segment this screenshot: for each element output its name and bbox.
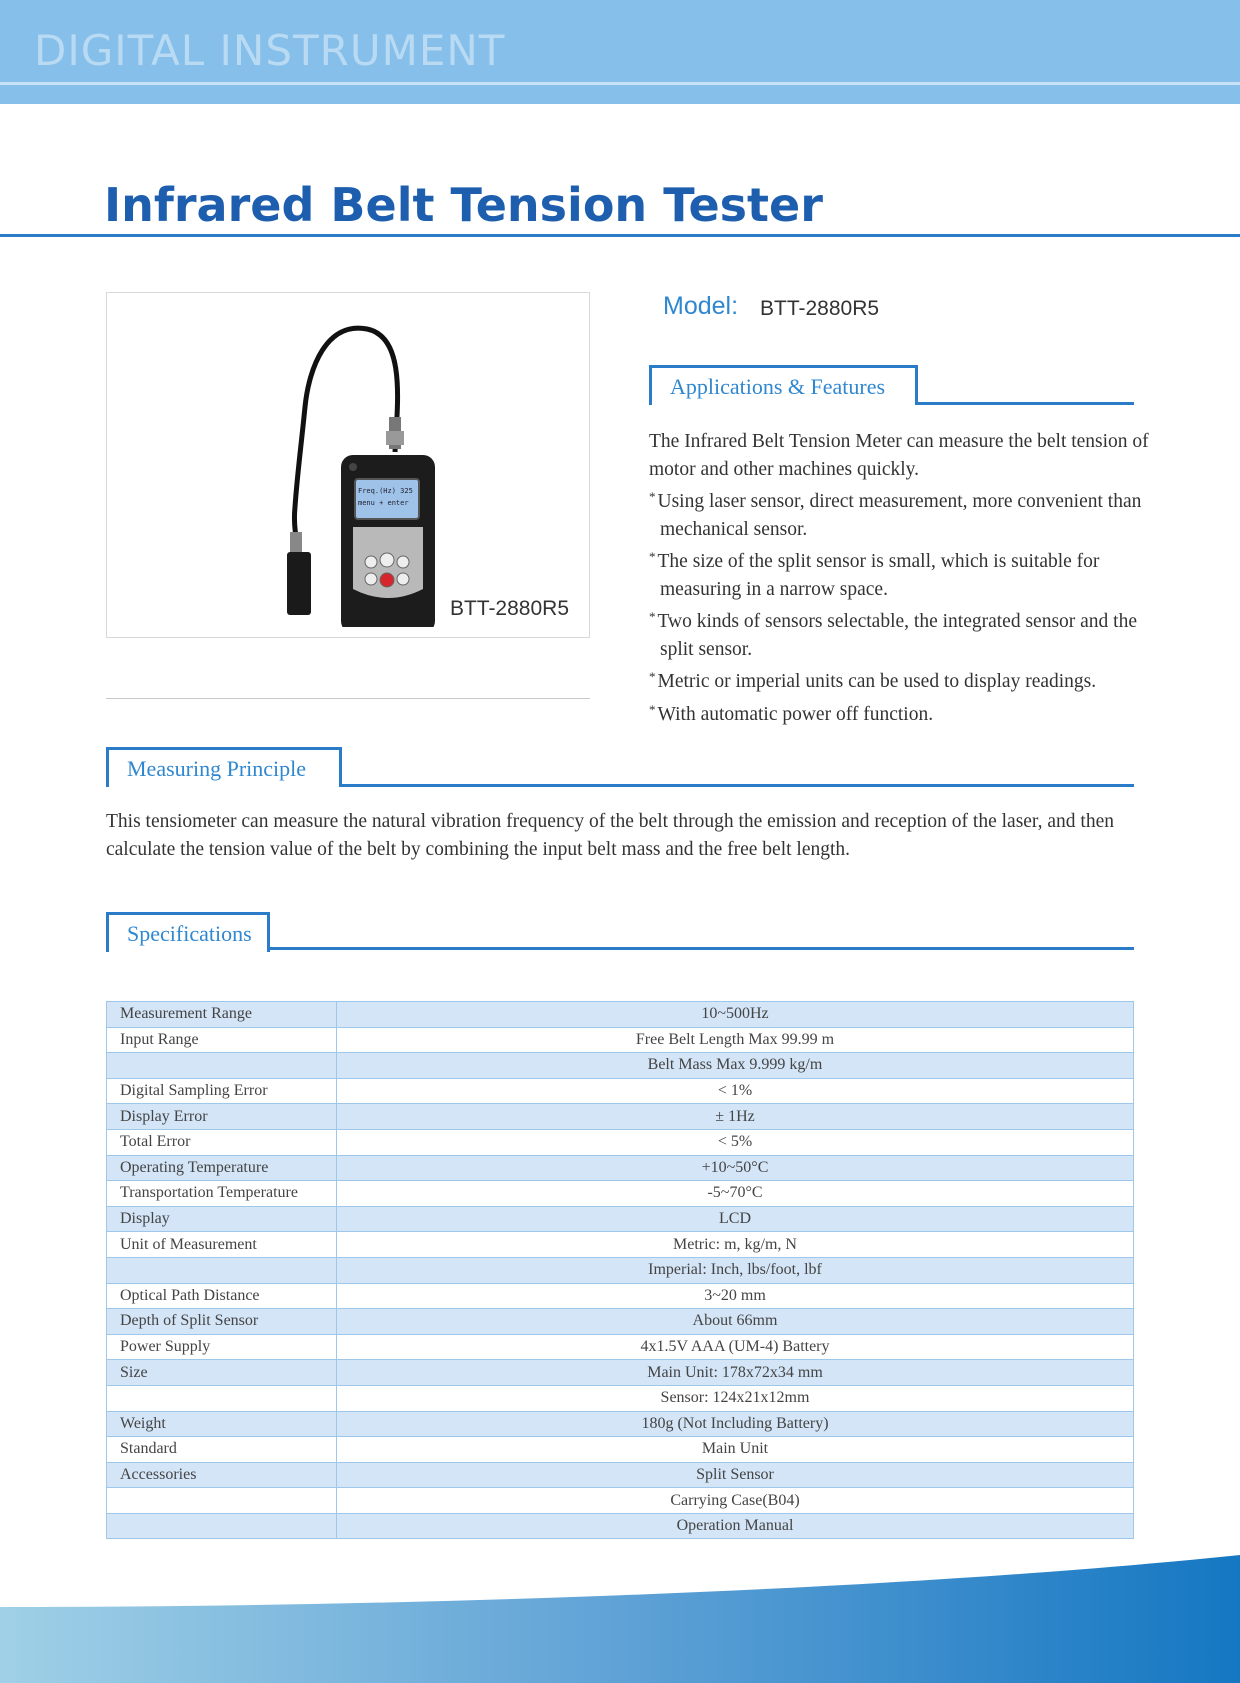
spec-key xyxy=(107,1257,337,1283)
table-row xyxy=(107,1437,1134,1463)
screen-line-1: Freq.(Hz) 325 xyxy=(358,487,413,495)
meter-button xyxy=(365,573,377,585)
table-row xyxy=(107,1181,1134,1207)
table-row xyxy=(107,1385,1134,1411)
spec-key: Accessories xyxy=(107,1462,337,1488)
product-image-frame xyxy=(106,292,590,638)
spec-value: Main Unit: 178x72x34 mm xyxy=(337,1360,1134,1386)
principle-heading-label: Measuring Principle xyxy=(127,756,307,781)
footer-wave xyxy=(0,1550,1240,1683)
page-title: Infrared Belt Tension Tester xyxy=(104,178,823,232)
spec-key: Operating Temperature xyxy=(107,1155,337,1181)
product-caption: BTT-2880R5 xyxy=(449,597,569,620)
table-row xyxy=(107,1155,1134,1181)
table-row xyxy=(107,1002,1134,1028)
table-row xyxy=(107,1411,1134,1437)
meter-button xyxy=(397,556,409,568)
spec-key xyxy=(107,1513,337,1539)
spec-value: < 1% xyxy=(337,1078,1134,1104)
spec-value: 10~500Hz xyxy=(337,1002,1134,1028)
split-sensor xyxy=(287,552,311,615)
spec-key: Measurement Range xyxy=(107,1002,337,1028)
spec-key: Standard xyxy=(107,1437,337,1463)
principle-rule xyxy=(339,784,1134,787)
meter-button xyxy=(365,556,377,568)
spec-value: Operation Manual xyxy=(337,1513,1134,1539)
spec-value: < 5% xyxy=(337,1129,1134,1155)
specifications-table xyxy=(106,1001,1134,1539)
spec-value: 4x1.5V AAA (UM-4) Battery xyxy=(337,1334,1134,1360)
spec-value: Imperial: Inch, lbs/foot, lbf xyxy=(337,1257,1134,1283)
table-row xyxy=(107,1129,1134,1155)
left-divider xyxy=(106,698,590,699)
spec-key: Total Error xyxy=(107,1129,337,1155)
feature-item: * Metric or imperial units can be used to display readings. xyxy=(649,669,1097,692)
spec-key: Power Supply xyxy=(107,1334,337,1360)
spec-value: About 66mm xyxy=(337,1309,1134,1335)
spec-value: LCD xyxy=(337,1206,1134,1232)
table-row xyxy=(107,1206,1134,1232)
spec-key: Optical Path Distance xyxy=(107,1283,337,1309)
spec-key xyxy=(107,1385,337,1411)
table-row xyxy=(107,1232,1134,1258)
table-row xyxy=(107,1488,1134,1514)
table-row xyxy=(107,1104,1134,1130)
table-row xyxy=(107,1309,1134,1335)
spec-value: -5~70°C xyxy=(337,1181,1134,1207)
spec-key: Digital Sampling Error xyxy=(107,1078,337,1104)
table-row xyxy=(107,1078,1134,1104)
specifications-heading xyxy=(106,912,270,952)
spec-key: Weight xyxy=(107,1411,337,1437)
screen-line-2: menu + enter xyxy=(358,499,409,507)
split-sensor-collar xyxy=(290,532,302,554)
table-row xyxy=(107,1053,1134,1079)
principle-heading xyxy=(106,747,342,787)
applications-heading-label: Applications & Features xyxy=(670,374,886,399)
spec-value: ± 1Hz xyxy=(337,1104,1134,1130)
applications-rule xyxy=(915,402,1134,405)
features-list xyxy=(649,428,1169,728)
spec-value: 3~20 mm xyxy=(337,1283,1134,1309)
applications-heading xyxy=(649,365,918,405)
meter-button xyxy=(397,573,409,585)
spec-key: Unit of Measurement xyxy=(107,1232,337,1258)
table-row xyxy=(107,1283,1134,1309)
infrared-window xyxy=(349,463,357,471)
spec-value: Metric: m, kg/m, N xyxy=(337,1232,1134,1258)
spec-value: Free Belt Length Max 99.99 m xyxy=(337,1027,1134,1053)
table-row xyxy=(107,1027,1134,1053)
spec-key: Depth of Split Sensor xyxy=(107,1309,337,1335)
spec-value: Belt Mass Max 9.999 kg/m xyxy=(337,1053,1134,1079)
spec-key: Input Range xyxy=(107,1027,337,1053)
specifications-heading-label: Specifications xyxy=(127,921,252,946)
spec-value: Split Sensor xyxy=(337,1462,1134,1488)
product-image xyxy=(257,307,457,627)
table-row xyxy=(107,1360,1134,1386)
spec-key xyxy=(107,1488,337,1514)
spec-key: Display Error xyxy=(107,1104,337,1130)
table-row xyxy=(107,1513,1134,1539)
header-band-lower xyxy=(0,85,1240,104)
title-divider xyxy=(0,234,1240,237)
header-title: DIGITAL INSTRUMENT xyxy=(34,26,506,75)
spec-value: +10~50°C xyxy=(337,1155,1134,1181)
specifications-rule xyxy=(267,947,1134,950)
spec-key xyxy=(107,1053,337,1079)
meter-button xyxy=(380,553,394,567)
spec-key: Display xyxy=(107,1206,337,1232)
spec-value: Sensor: 124x21x12mm xyxy=(337,1385,1134,1411)
table-row xyxy=(107,1334,1134,1360)
spec-value: Main Unit xyxy=(337,1437,1134,1463)
feature-item: * The size of the split sensor is small, which is suitable for measuring in a narrow space. xyxy=(649,549,1100,600)
principle-text: This tensiometer can measure the natural vibration frequency of the belt through the emission and reception of the laser, and then calculate the tension value of the belt by combining the input belt mass and the free belt length. xyxy=(106,811,1115,860)
table-row xyxy=(107,1462,1134,1488)
spec-key: Size xyxy=(107,1360,337,1386)
table-row xyxy=(107,1257,1134,1283)
feature-item: * Using laser sensor, direct measurement, more convenient than mechanical sensor. xyxy=(649,489,1142,540)
feature-item: * With automatic power off function. xyxy=(649,701,934,725)
spec-key: Transportation Temperature xyxy=(107,1181,337,1207)
model-value: BTT-2880R5 xyxy=(760,297,880,320)
spec-value: 180g (Not Including Battery) xyxy=(337,1411,1134,1437)
spec-value: Carrying Case(B04) xyxy=(337,1488,1134,1514)
features-intro: The Infrared Belt Tension Meter can measure the belt tension of motor and other machines quickly. xyxy=(649,431,1149,480)
model-label: Model: xyxy=(663,292,739,320)
power-button xyxy=(380,573,394,587)
feature-item: * Two kinds of sensors selectable, the integrated sensor and the split sensor. xyxy=(649,609,1138,660)
